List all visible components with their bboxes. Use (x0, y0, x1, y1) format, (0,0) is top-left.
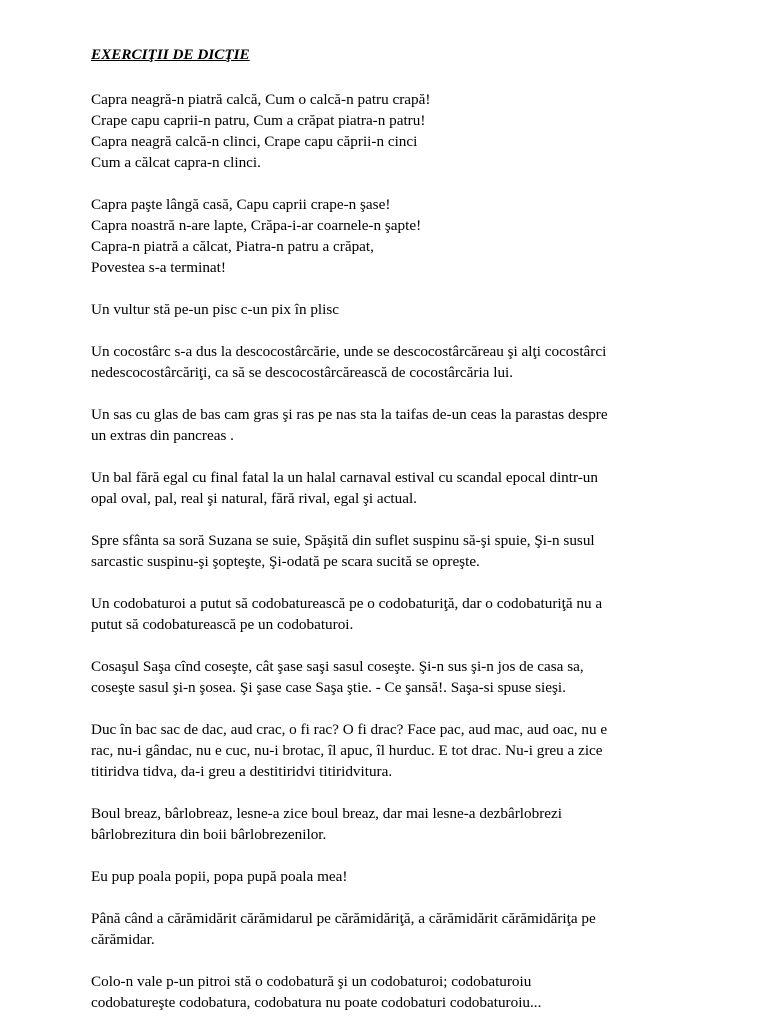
paragraph-line: Crape capu caprii-n patru, Cum a crăpat piatra-n patru! (91, 112, 426, 129)
paragraph-line: Boul breaz, bârlobreaz, lesne-a zice boul breaz, dar mai lesne-a dezbârlobrezi (91, 805, 562, 822)
paragraph (91, 530, 741, 572)
paragraph-line: Povestea s-a terminat! (91, 259, 226, 276)
paragraph-line: Capra neagră calcă-n clinci, Crape capu căprii-n cinci (91, 133, 418, 150)
paragraph-line: Un codobaturoi a putut să codobaturească pe o codobaturiţă, dar o codobaturiţă nu a (91, 595, 603, 612)
paragraph (91, 656, 741, 698)
paragraph (91, 194, 741, 278)
paragraph-line: Un sas cu glas de bas cam gras şi ras pe nas sta la taifas de-un ceas la parastas despre (91, 406, 608, 423)
paragraph (91, 593, 741, 635)
paragraph-line: coseşte sasul şi-n şosea. Şi şase case Saşa ştie. - Ce şansă!. Saşa-si spuse sieşi. (91, 679, 566, 696)
paragraph-line: Capra noastră n-are lapte, Crăpa-i-ar coarnele-n şapte! (91, 217, 422, 234)
paragraph-line: Un cocostârc s-a dus la descocostârcărie, unde se descocostârcăreau şi alţi cocostârci (91, 343, 607, 360)
paragraph-line: putut să codobaturească pe un codobaturoi. (91, 616, 354, 633)
paragraph-line: Cosaşul Saşa cînd coseşte, cât şase saşi sasul coseşte. Şi-n sus şi-n jos de casa sa, (91, 658, 584, 675)
paragraph-line: Eu pup poala popii, popa pupă poala mea! (91, 868, 348, 885)
paragraph (91, 89, 741, 173)
paragraph-line: codobatureşte codobatura, codobatura nu poate codobaturi codobaturoiu... (91, 994, 542, 1011)
paragraph-list (91, 89, 741, 1013)
paragraph-line: Un bal fără egal cu final fatal la un halal carnaval estival cu scandal epocal dintr-un (91, 469, 598, 486)
paragraph-line: opal oval, pal, real şi natural, fără rival, egal şi actual. (91, 490, 417, 507)
paragraph (91, 404, 741, 446)
paragraph-line: titiridva tidva, da-i greu a destitiridvi titiridvitura. (91, 763, 393, 780)
document-page (91, 44, 741, 1034)
paragraph-line: rac, nu-i gândac, nu e cuc, nu-i brotac, îl apuc, îl hurduc. E tot drac. Nu-i greu a zice (91, 742, 603, 759)
paragraph (91, 719, 741, 782)
paragraph-line: Cum a călcat capra-n clinci. (91, 154, 261, 171)
paragraph-line: Capra paşte lângă casă, Capu caprii crape-n şase! (91, 196, 391, 213)
paragraph (91, 866, 741, 887)
paragraph-line: nedescocostârcăriţi, ca să se descocostârcărească de cocostârcăria lui. (91, 364, 514, 381)
paragraph (91, 908, 741, 950)
paragraph-line: Un vultur stă pe-un pisc c-un pix în plisc (91, 301, 340, 318)
paragraph-line: Capra neagră-n piatră calcă, Cum o calcă-n patru crapă! (91, 91, 431, 108)
paragraph-line: sarcastic suspinu-şi şopteşte, Şi-odată pe scara sucită se opreşte. (91, 553, 480, 570)
paragraph (91, 467, 741, 509)
paragraph-line: bârlobrezitura din boii bârlobrezenilor. (91, 826, 327, 843)
paragraph-line: Spre sfânta sa soră Suzana se suie, Spăşită din suflet suspinu să-şi spuie, Şi-n susul (91, 532, 595, 549)
document-title: EXERCIŢII DE DICŢIE (91, 46, 250, 63)
paragraph (91, 803, 741, 845)
paragraph-line: Duc în bac sac de dac, aud crac, o fi rac? O fi drac? Face pac, aud mac, aud oac, nu e (91, 721, 608, 738)
paragraph-line: un extras din pancreas . (91, 427, 234, 444)
paragraph (91, 341, 741, 383)
paragraph-line: Până când a cărămidărit cărămidarul pe cărămidăriţă, a cărămidărit cărămidăriţa pe (91, 910, 596, 927)
paragraph-line: cărămidar. (91, 931, 155, 948)
paragraph (91, 299, 741, 320)
paragraph (91, 971, 741, 1013)
paragraph-line: Capra-n piatră a călcat, Piatra-n patru a crăpat, (91, 238, 374, 255)
paragraph-line: Colo-n vale p-un pitroi stă o codobatură şi un codobaturoi; codobaturoiu (91, 973, 532, 990)
